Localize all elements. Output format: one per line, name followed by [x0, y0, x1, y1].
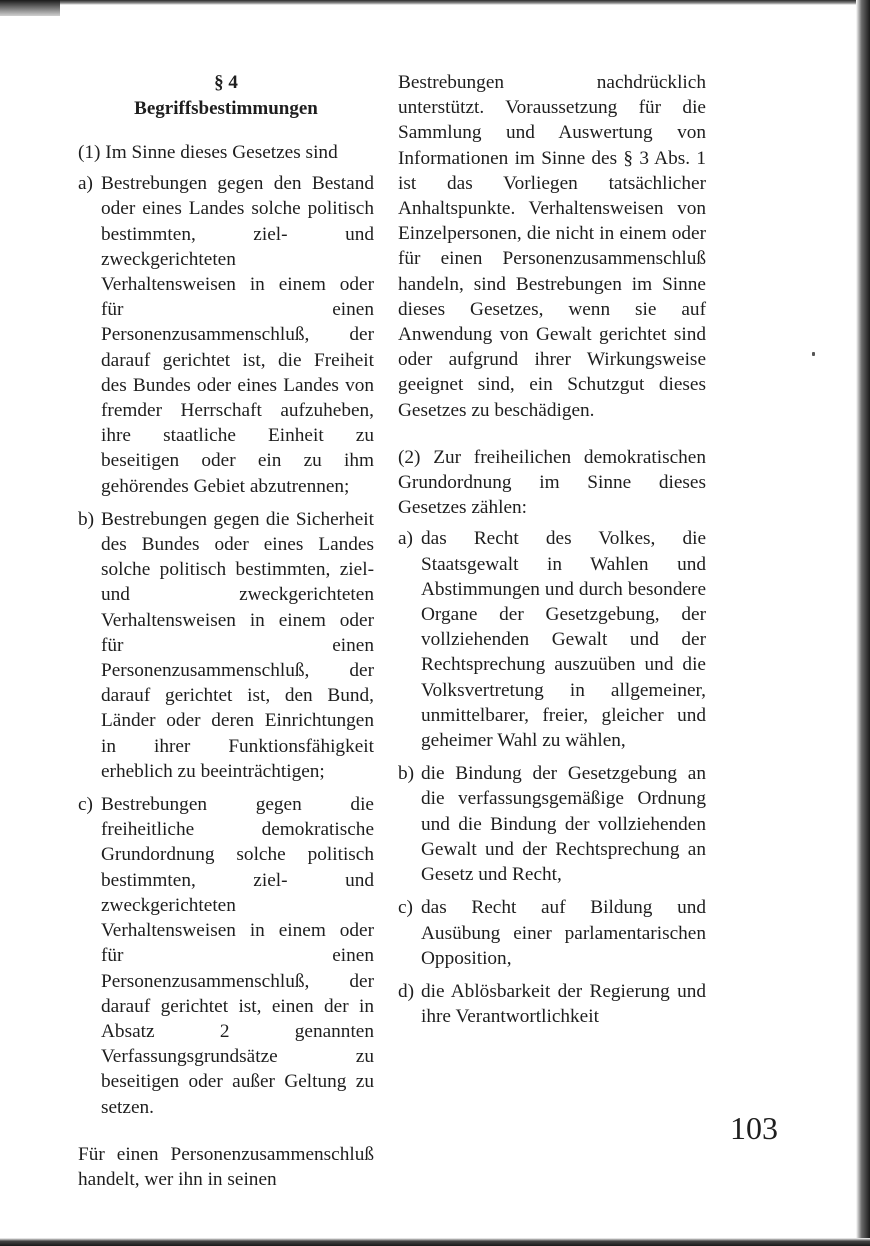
- section-title: Begriffsbestimmungen: [134, 98, 318, 119]
- list-item-label: c): [78, 794, 93, 816]
- right-column: [398, 70, 706, 1037]
- list-item-label: d): [398, 980, 415, 1002]
- scan-edge-corner: [0, 0, 60, 16]
- list-item-text: das Recht des Volkes, die Staatsgewalt in Wahlen und Abstimmungen und durch besondere Organe der Gesetzgebung, der vollziehenden Gewalt und der Rechtsprechung auszuüben und die Volksvertretung in allgemeiner, unmittelbarer, freier, gleicher und geheimer Wahl zu wählen,: [421, 528, 706, 752]
- list-item: [398, 761, 706, 887]
- list-item: [78, 507, 374, 784]
- page-number: 103: [730, 1110, 778, 1146]
- left-column: [78, 70, 374, 1192]
- list-item-text: das Recht auf Bildung und Ausübung einer parlamentarischen Opposition,: [421, 897, 706, 969]
- list-item-label: b): [398, 763, 415, 785]
- list-item: [78, 792, 374, 1120]
- list-item-text: Bestrebungen gegen den Bestand oder eines Landes solche politisch bestimmten, ziel- und zweckgerichteten Verhaltensweisen in einem oder für einen Personenzusammenschluß, der darauf gerichtet ist, die Freiheit des Bundes oder eines Landes von fremder Herrschaft aufzuheben, ihre staatliche Einheit zu beseitigen oder ein zu ihm gehörendes Gebiet abzutrennen;: [101, 173, 374, 497]
- list-item: [398, 895, 706, 971]
- list-item: [398, 979, 706, 1029]
- list-item-label: b): [78, 508, 95, 530]
- closing-paragraph: Für einen Personenzusammenschluß handelt, wer ihn in seinen: [78, 1143, 374, 1190]
- list-item-text: die Bindung der Gesetzgebung an die verfassungsgemäßige Ordnung und die Bindung der vollziehenden Gewalt und der Rechtsprechung an Gesetz und Recht,: [421, 763, 706, 886]
- scan-edge-right: [856, 0, 870, 1246]
- list-item: [398, 526, 706, 753]
- list-item-text: Bestrebungen gegen die freiheitliche demokratische Grundordnung solche politisch bestimmten, ziel- und zweckgerichteten Verhaltensweisen in einem oder für einen Personenzusammenschluß, der darauf gerichtet ist, einen der in Absatz 2 genannten Verfassungsgrundsätze zu beseitigen oder außer Geltung zu setzen.: [101, 794, 374, 1118]
- scan-edge-bottom: [0, 1238, 870, 1246]
- list-item: [78, 171, 374, 499]
- list-item-label: c): [398, 897, 413, 919]
- paragraph-1-intro: (1) Im Sinne dieses Gesetzes sind: [78, 142, 338, 163]
- paragraph-2-intro: (2) Zur freiheilichen demokratischen Grundordnung im Sinne dieses Gesetzes zählen:: [398, 446, 706, 519]
- scan-edge-top: [0, 0, 870, 5]
- list-item-text: die Ablösbarkeit der Regierung und ihre Verantwortlichkeit: [421, 980, 706, 1028]
- continuation-paragraph: Bestrebungen nachdrücklich unterstützt. Voraussetzung für die Sammlung und Auswertung von Informationen im Sinne des § 3 Abs. 1 ist das Vorliegen tatsächlicher Anhaltspunkte. Verhaltensweisen von Einzelpersonen, die nicht in einem oder für einen Personenzusammenschluß handeln, sind Bestrebungen im Sinne dieses Gesetzes, wenn sie auf Anwendung von Gewalt gerichtet sind oder aufgrund ihrer Wirkungsweise geeignet sind, ein Schutzgut dieses Gesetzes zu beschädigen.: [398, 72, 706, 421]
- list-item-label: a): [398, 528, 413, 550]
- scan-speck: [812, 352, 815, 356]
- section-number: § 4: [214, 72, 238, 93]
- list-item-text: Bestrebungen gegen die Sicherheit des Bundes oder eines Landes solche politisch bestimmten, ziel- und zweckgerichteten Verhaltensweisen in einem oder für einen Personenzusammenschluß, der darauf gerichtet ist, den Bund, Länder oder deren Einrichtungen in ihrer Funktionsfähigkeit erheblich zu beeinträchtigen;: [101, 508, 374, 782]
- list-item-label: a): [78, 173, 93, 195]
